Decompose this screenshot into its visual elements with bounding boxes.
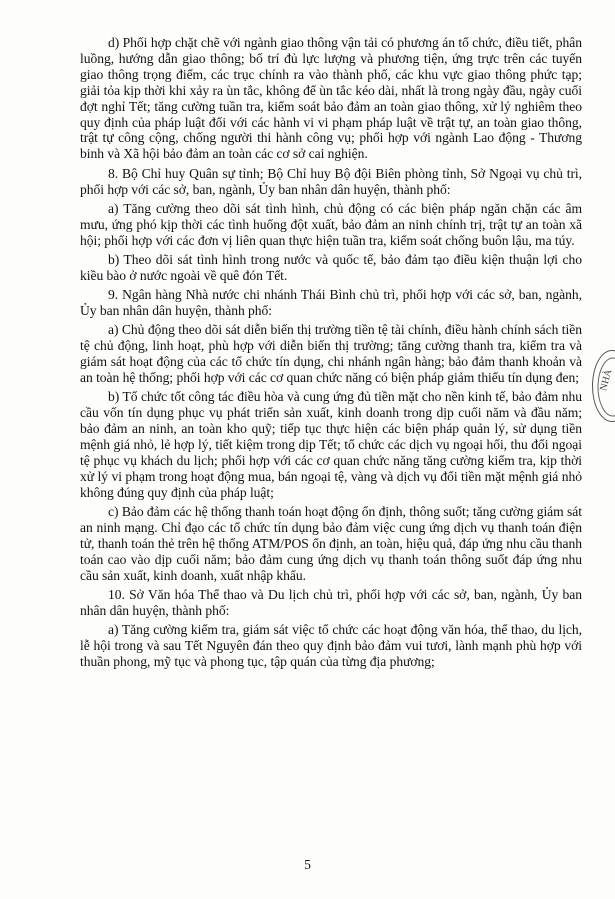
page-number: 5 xyxy=(304,857,311,872)
paragraph-traffic-coordination: d) Phối hợp chặt chẽ với ngành giao thông vận tải có phương án tổ chức, điều tiết, phân luồng, hướng dẫn giao thông; bố trí đủ lực lượng và phương tiện, ứng trực trên các tuyến giao thông trọng điểm, các trục chính ra vào thành phố, các khu vực giao thông phức tạp; giải tỏa kịp thời khi xảy ra ùn tắc, không để ùn tắc kéo dài, nhất là trong ngày đầu, ngày cuối đợt nghỉ Tết; tăng cường tuần tra, kiểm soát bảo đảm an toàn giao thông, xử lý nghiêm theo quy định của pháp luật đối với các hành vi vi phạm pháp luật về trật tự, an toàn giao thông, trật tự công cộng, chống người thi hành công vụ; phối hợp với ngành Lao động - Thương binh và Xã hội bảo đảm an toàn các cơ sở cai nghiện. xyxy=(80,35,582,162)
paragraph-item-8b: b) Theo dõi sát tình hình trong nước và quốc tế, bảo đảm tạo điều kiện thuận lợi cho kiều bào ở nước ngoài về quê đón Tết. xyxy=(80,251,582,283)
paragraph-item-10a: a) Tăng cường kiểm tra, giám sát việc tổ chức các hoạt động văn hóa, thể thao, du lịch, lễ hội trong và sau Tết Nguyên đán theo quy định bảo đảm vui tươi, lành mạnh phù hợp với thuần phong, mỹ tục và phong tục, tập quán của từng địa phương; xyxy=(80,622,582,670)
paragraph-item-8-heading: 8. Bộ Chỉ huy Quân sự tỉnh; Bộ Chỉ huy Bộ đội Biên phòng tỉnh, Sở Ngoại vụ chủ trì, phối hợp với các sở, ban, ngành, Ủy ban nhân dân huyện, thành phố: xyxy=(80,165,582,197)
paragraph-item-10-heading: 10. Sở Văn hóa Thể thao và Du lịch chủ trì, phối hợp với các sở, ban, ngành, Ủy ban nhân dân huyện, thành phố: xyxy=(80,587,582,618)
seal-stamp-icon xyxy=(592,350,615,422)
paragraph-item-9-heading: 9. Ngân hàng Nhà nước chi nhánh Thái Bình chủ trì, phối hợp với các sở, ban, ngành, Ủy ban nhân dân huyện, thành phố: xyxy=(80,287,582,319)
document-body xyxy=(80,35,582,673)
paragraph-item-9b: b) Tổ chức tốt công tác điều hòa và cung ứng đủ tiền mặt cho nền kinh tế, bảo đảm nhu cầu vốn tín dụng phục vụ phát triển sản xuất, kinh doanh trong dịp cuối năm và đầu năm; bảo đảm an ninh, an toàn kho quỹ; tiếp tục thực hiện các biện pháp quản lý, sử dụng tiền mệnh giá nhỏ, lẻ hợp lý, tiết kiệm trong dịp Tết; tổ chức các dịch vụ ngoại hối, thu đổi ngoại tệ phục vụ khách du lịch; phối hợp với các cơ quan chức năng tăng cường kiểm tra, kịp thời xử lý vi phạm trong hoạt động mua, bán ngoại tệ, vàng và dịch vụ đổi tiền mặt mệnh giá nhỏ không đúng quy định của pháp luật; xyxy=(80,389,582,500)
paragraph-item-8a: a) Tăng cường theo dõi sát tình hình, chủ động có các biện pháp ngăn chặn các âm mưu, ứng phó kịp thời các tình huống đột xuất, bảo đảm an ninh chính trị, trật tự an toàn xã hội; phối hợp với các đơn vị liên quan thực hiện tuần tra, kiểm soát chống buôn lậu, ma túy. xyxy=(80,200,582,248)
paragraph-item-9a: a) Chủ động theo dõi sát diễn biến thị trường tiền tệ tài chính, điều hành chính sách tiền tệ chủ động, linh hoạt, phù hợp với diễn biến thị trường; tăng cường thanh tra, kiểm tra và giám sát hoạt động của các tổ chức tín dụng, chi nhánh ngân hàng; bảo đảm thanh khoản và an toàn hệ thống; phối hợp với các cơ quan chức năng có biện pháp giảm thiểu tín dụng đen; xyxy=(80,322,582,386)
paragraph-item-9c: c) Bảo đảm các hệ thống thanh toán hoạt động ổn định, thông suốt; tăng cường giám sát an ninh mạng. Chỉ đạo các tổ chức tín dụng bảo đảm việc cung ứng dịch vụ thanh toán điện tử, thanh toán thẻ trên hệ thống ATM/POS ổn định, an toàn, hiệu quả, đáp ứng nhu cầu thanh toán cao vào dịp cuối năm; bảo đảm cung ứng dịch vụ thanh toán thông suốt đáp ứng nhu cầu sản xuất, kinh doanh, xuất nhập khẩu. xyxy=(80,504,582,583)
seal-text: NHÀ xyxy=(598,368,615,393)
